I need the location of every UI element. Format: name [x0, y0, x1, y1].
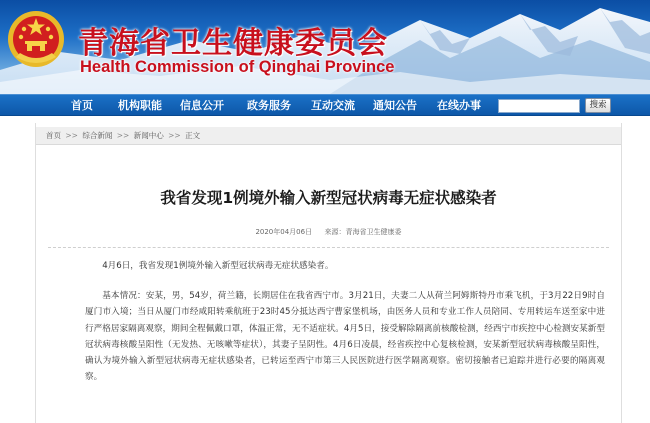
nav-item-notices[interactable]: 通知公告	[373, 99, 417, 112]
nav-item-functions[interactable]: 机构职能	[118, 99, 162, 112]
article-title: 我省发现1例境外输入新型冠状病毒无症状感染者	[160, 189, 497, 207]
nav-item-home[interactable]: 首页	[71, 99, 93, 112]
article-date: 2020年04月06日	[255, 228, 313, 236]
nav-item-services[interactable]: 政务服务	[247, 99, 291, 112]
search-button[interactable]: 搜索	[585, 98, 611, 113]
breadcrumb	[36, 127, 621, 145]
breadcrumb-general-news[interactable]: 综合新闻	[82, 131, 113, 140]
article-panel	[35, 123, 622, 423]
article-paragraph: 4月6日，我省发现1例境外输入新型冠状病毒无症状感染者。	[102, 261, 334, 271]
search-input[interactable]	[498, 99, 580, 113]
breadcrumb-separator: >>	[168, 131, 181, 140]
nav-item-online-service[interactable]: 在线办事	[437, 99, 481, 112]
article-source: 来源：青海省卫生健康委	[324, 228, 402, 236]
breadcrumb-separator: >>	[65, 131, 78, 140]
main-nav	[0, 94, 650, 116]
article-paragraph: 基本情况：安某，男，54岁，荷兰籍，长期居住在我省西宁市。3月21日，夫妻二人从荷兰阿姆斯特丹市乘飞机，于3月22日9时自厦门市入境；当日从厦门市经咸阳转乘航班于23时45分抵达西宁曹家堡机场，由医务人员和专业工作人员陪同、专用转运车送至家中进行严格居家隔离观察，期间全程佩戴口罩，体温正常，无不适症状。4月5日，接受解除隔离前核酸检测，经西宁市疾控中心检测安某新型冠状病毒核酸呈阳性（无发热、无咳嗽等症状），其妻子呈阴性。4月6日凌晨，经省疾控中心复核检测，安某新型冠状病毒核酸呈阳性，确认为境外输入新型冠状病毒无症状感染者，已转运至西宁市第三人民医院进行医学隔离观察。密切接触者已追踪并进行必要的隔离观察。	[85, 291, 605, 383]
breadcrumb-home[interactable]: 首页	[46, 131, 61, 140]
header-banner	[0, 0, 650, 94]
breadcrumb-current: 正文	[185, 131, 201, 140]
breadcrumb-separator: >>	[116, 131, 130, 140]
national-emblem-icon	[6, 9, 66, 71]
site-title: 青海省卫生健康委员会	[78, 26, 388, 61]
nav-item-info-disclosure[interactable]: 信息公开	[180, 99, 224, 112]
article-meta	[36, 227, 621, 237]
breadcrumb-news-center[interactable]: 新闻中心	[133, 131, 164, 140]
article-body	[85, 258, 605, 391]
title-divider	[48, 247, 609, 248]
nav-item-interaction[interactable]: 互动交流	[311, 99, 355, 112]
site-title-english: Health Commission of Qinghai Province	[80, 58, 395, 76]
